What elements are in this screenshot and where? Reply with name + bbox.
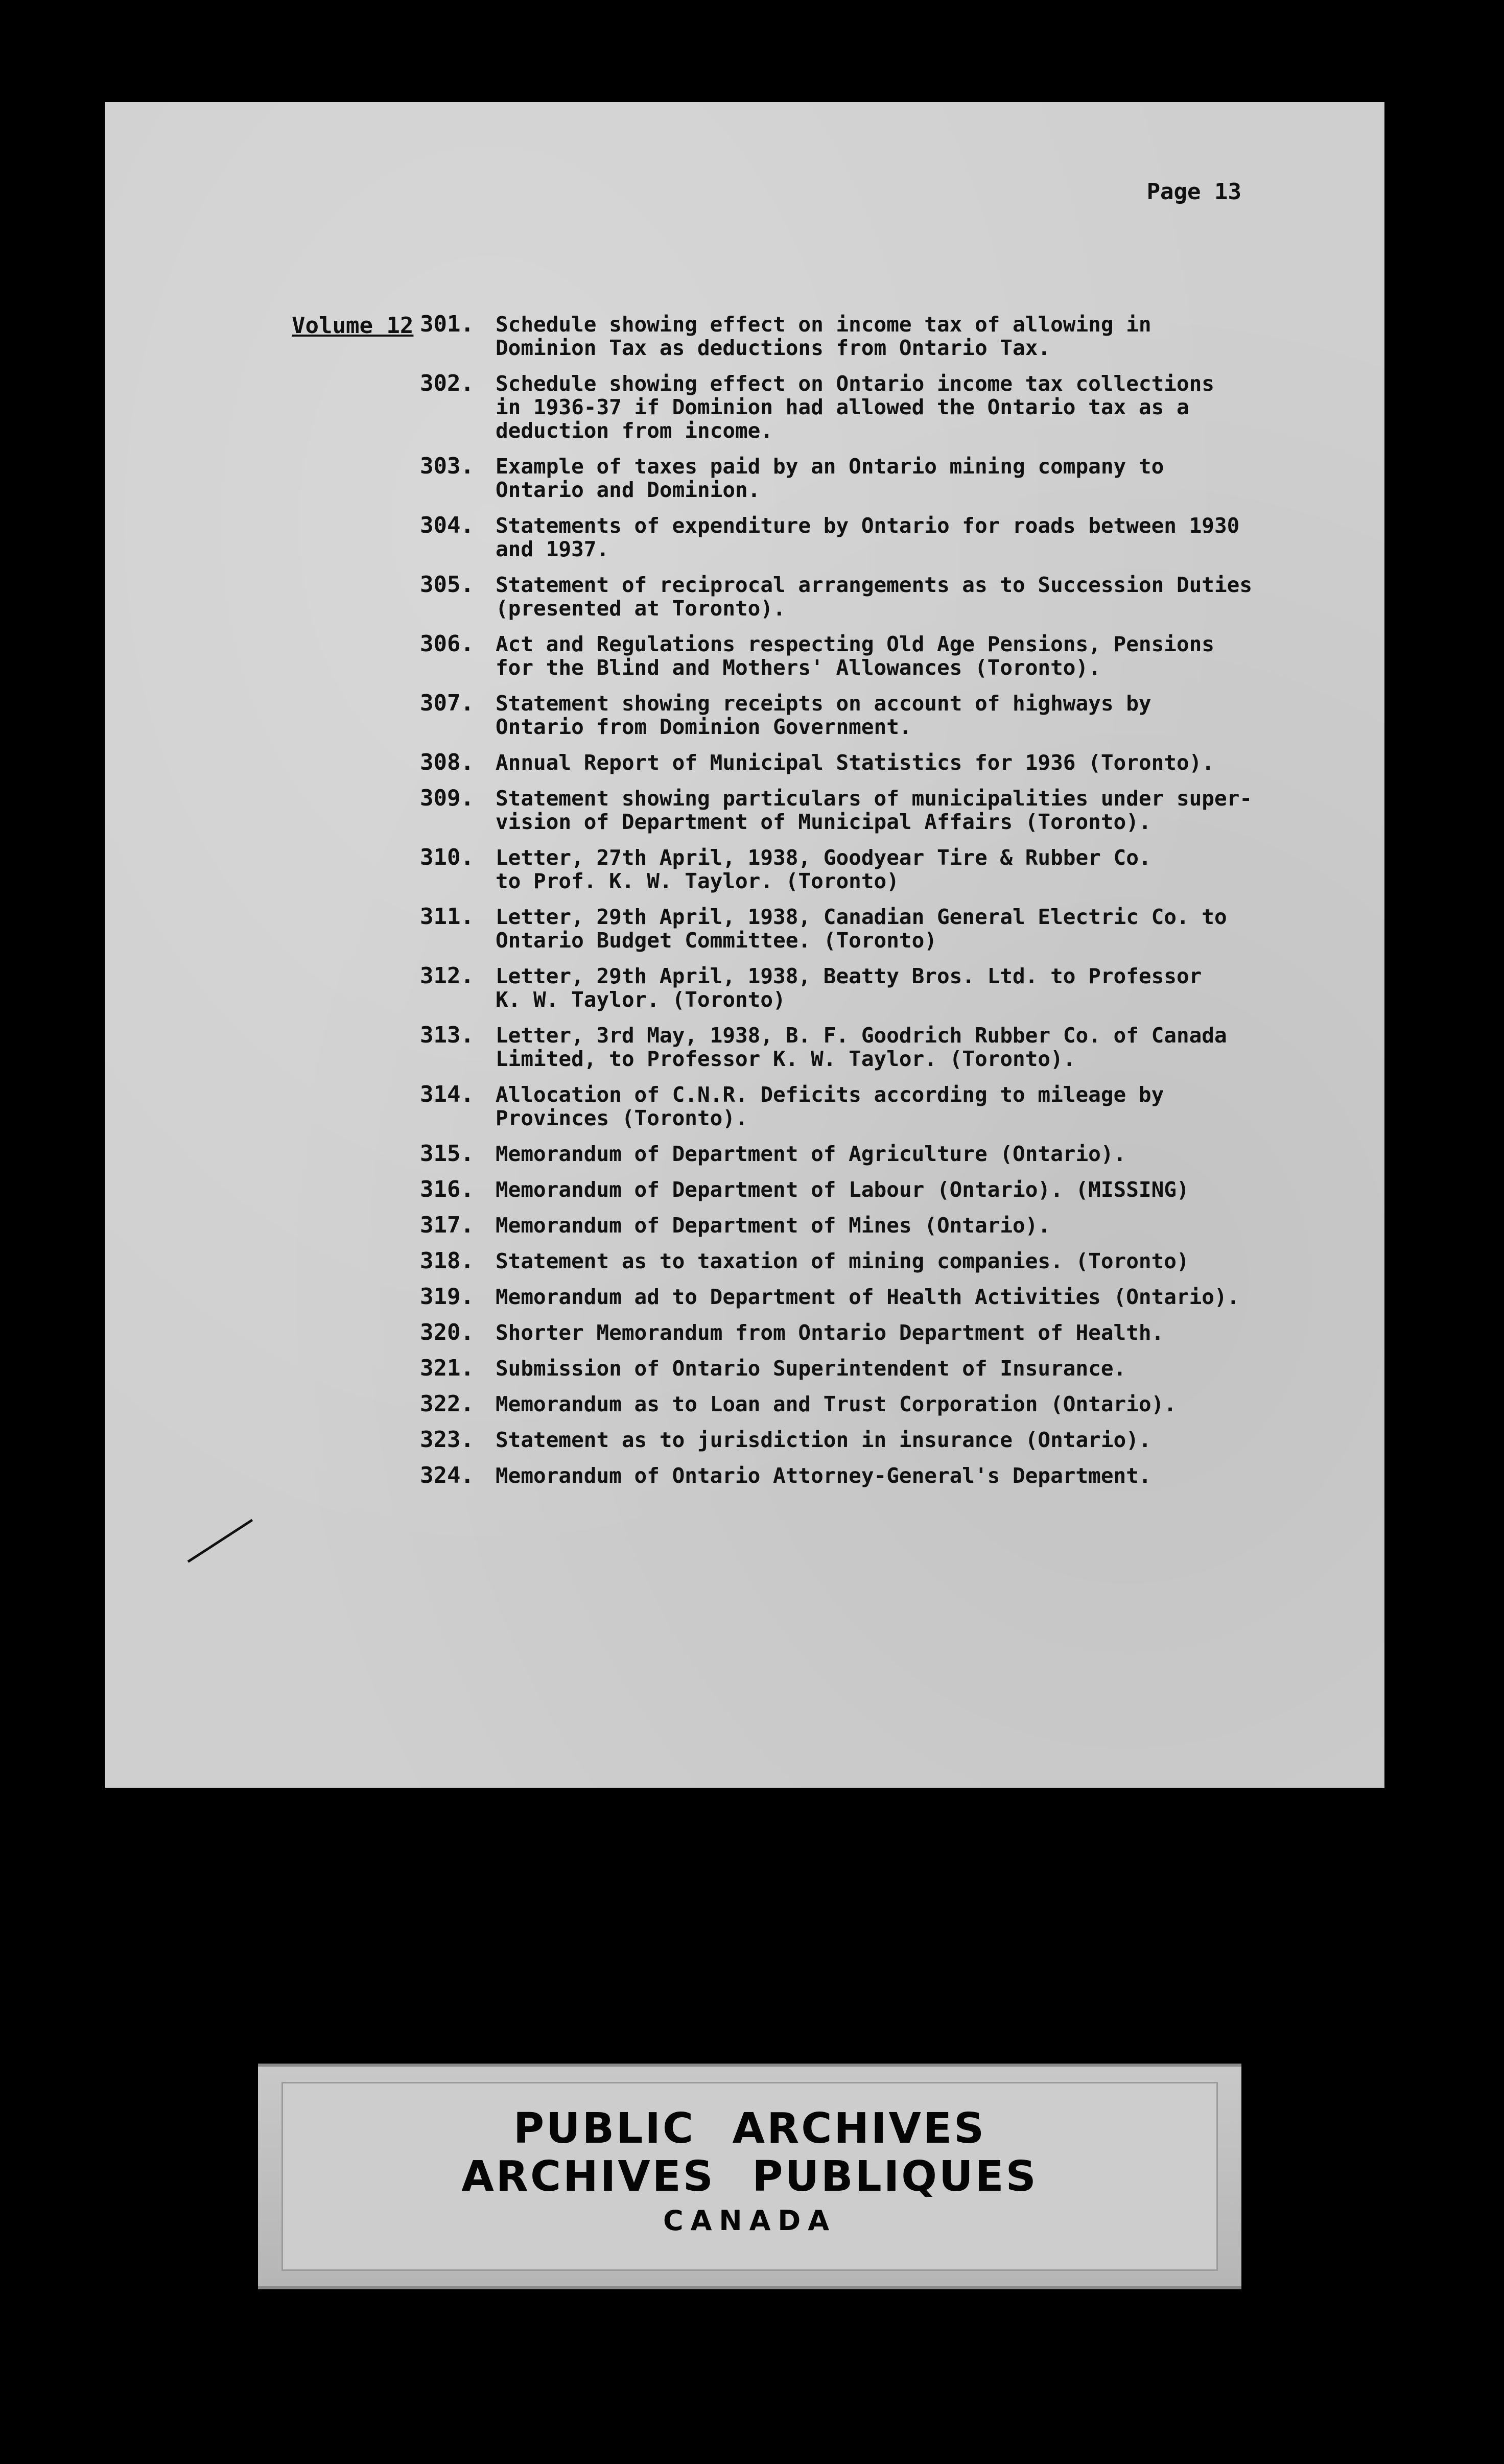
entry-number: 321. (420, 1355, 474, 1381)
entry-item (105, 964, 1384, 1011)
entry-number: 304. (420, 512, 474, 538)
document-page (105, 102, 1384, 1788)
entry-number: 314. (420, 1081, 474, 1107)
entry-text: Memorandum ad to Department of Health Activities (Ontario). (496, 1285, 1240, 1309)
entry-item (105, 692, 1384, 739)
entry-text: Letter, 27th April, 1938, Goodyear Tire & Rubber Co. to Prof. K. W. Taylor. (Toronto) (496, 845, 1152, 893)
entry-text: Letter, 3rd May, 1938, B. F. Goodrich Rubber Co. of Canada Limited, to Professor K. W. Taylor. (Toronto). (496, 1023, 1227, 1071)
stamp-line-canada: CANADA (663, 2205, 837, 2237)
entry-number: 302. (420, 370, 474, 396)
entry-text: Statement showing particulars of municipalities under super- vision of Department of Municipal Affairs (Toronto). (496, 786, 1253, 834)
entry-text: Schedule showing effect on income tax of allowing in Dominion Tax as deductions from Ontario Tax. (496, 312, 1152, 360)
entry-number: 316. (420, 1176, 474, 1202)
entry-text: Memorandum as to Loan and Trust Corporation (Ontario). (496, 1392, 1177, 1416)
entry-text: Letter, 29th April, 1938, Canadian General Electric Co. to Ontario Budget Committee. (Toronto) (496, 905, 1227, 953)
entry-text: Annual Report of Municipal Statistics for 1936 (Toronto). (496, 750, 1214, 775)
entry-text: Memorandum of Department of Labour (Ontario). (MISSING) (496, 1177, 1189, 1202)
entry-number: 307. (420, 690, 474, 716)
entry-item (105, 1249, 1384, 1273)
entry-text: Statement of reciprocal arrangements as to Succession Duties (presented at Toronto). (496, 573, 1253, 621)
entry-number: 324. (420, 1462, 474, 1488)
entry-text: Allocation of C.N.R. Deficits according to mileage by Provinces (Toronto). (496, 1082, 1164, 1130)
entry-number: 301. (420, 311, 474, 337)
entry-item (105, 751, 1384, 774)
entry-item (105, 455, 1384, 502)
entry-item (105, 1083, 1384, 1130)
entry-item (105, 1428, 1384, 1452)
entry-text: Shorter Memorandum from Ontario Department of Health. (496, 1320, 1164, 1345)
entry-number: 318. (420, 1248, 474, 1274)
entry-number: 308. (420, 749, 474, 775)
entry-number: 311. (420, 904, 474, 930)
entry-text: Statements of expenditure by Ontario for roads between 1930 and 1937. (496, 513, 1240, 561)
entry-item (105, 514, 1384, 561)
stamp-line-archives-publiques: ARCHIVES PUBLIQUES (461, 2152, 1038, 2201)
page-number: Page 13 (1146, 179, 1241, 205)
stamp-line-public-archives: PUBLIC ARCHIVES (513, 2104, 986, 2153)
entry-item (105, 905, 1384, 952)
entry-text: Memorandum of Ontario Attorney-General's Department. (496, 1463, 1152, 1488)
entry-text: Memorandum of Department of Mines (Ontario). (496, 1213, 1051, 1238)
entry-number: 319. (420, 1284, 474, 1310)
entry-number: 320. (420, 1319, 474, 1345)
entry-item (105, 1214, 1384, 1237)
entry-item (105, 372, 1384, 442)
entry-number: 323. (420, 1427, 474, 1453)
entry-item (105, 1357, 1384, 1380)
entry-text: Statement as to jurisdiction in insurance (Ontario). (496, 1428, 1152, 1452)
entry-text: Act and Regulations respecting Old Age Pensions, Pensions for the Blind and Mothers' Allowances (Toronto). (496, 632, 1214, 680)
entry-item (105, 1178, 1384, 1201)
entry-item (105, 1285, 1384, 1309)
entry-number: 317. (420, 1212, 474, 1238)
entry-number: 309. (420, 785, 474, 811)
entry-number: 303. (420, 453, 474, 479)
entry-item (105, 1321, 1384, 1344)
entry-text: Statement showing receipts on account of highways by Ontario from Dominion Government. (496, 691, 1152, 739)
entry-text: Memorandum of Department of Agriculture (Ontario). (496, 1142, 1126, 1166)
entry-number: 312. (420, 963, 474, 989)
entry-item (105, 1024, 1384, 1071)
volume-label: Volume 12 (292, 313, 414, 339)
entry-item (105, 632, 1384, 679)
entry-list (105, 313, 1384, 1500)
entry-item (105, 313, 1384, 360)
entry-item (105, 787, 1384, 834)
entry-item (105, 1392, 1384, 1416)
entry-number: 322. (420, 1391, 474, 1417)
entry-number: 306. (420, 631, 474, 657)
archive-stamp-label (281, 2082, 1218, 2271)
archive-stamp (258, 2064, 1241, 2289)
entry-item (105, 1464, 1384, 1487)
entry-item (105, 1142, 1384, 1166)
entry-text: Statement as to taxation of mining companies. (Toronto) (496, 1249, 1189, 1273)
entry-item (105, 846, 1384, 893)
entry-number: 305. (420, 572, 474, 598)
entry-text: Letter, 29th April, 1938, Beatty Bros. Ltd. to Professor K. W. Taylor. (Toronto) (496, 964, 1202, 1012)
entry-text: Submission of Ontario Superintendent of Insurance. (496, 1356, 1126, 1381)
entry-number: 313. (420, 1022, 474, 1048)
entry-text: Schedule showing effect on Ontario income tax collections in 1936-37 if Dominion had allowed the Ontario tax as a deduction from income. (496, 371, 1214, 443)
entry-number: 315. (420, 1141, 474, 1167)
entry-item (105, 573, 1384, 620)
entry-number: 310. (420, 844, 474, 870)
entry-text: Example of taxes paid by an Ontario mining company to Ontario and Dominion. (496, 454, 1164, 502)
